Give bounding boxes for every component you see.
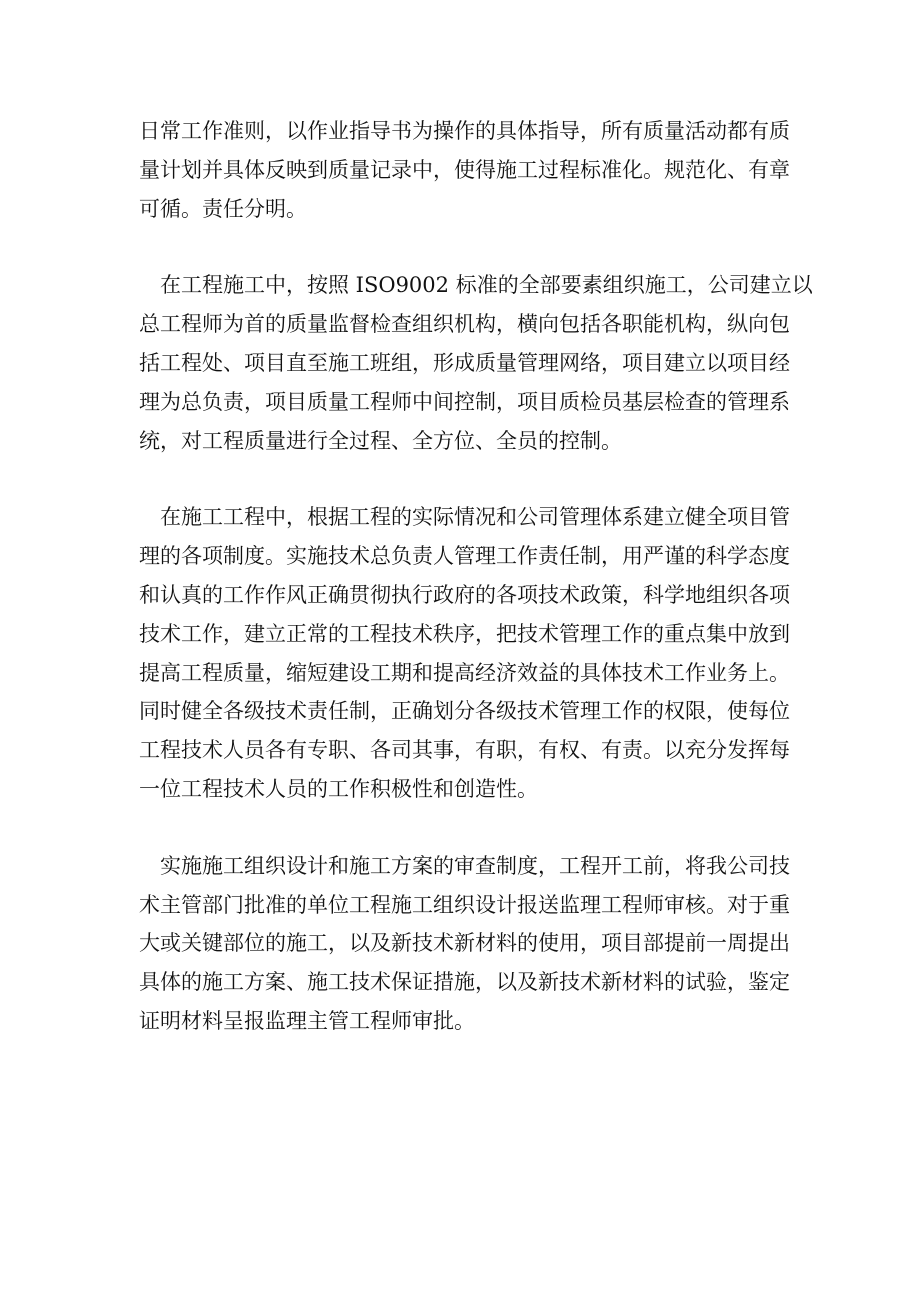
- paragraph-3-line-8: 一位工程技术人员的工作积极性和创造性。: [139, 776, 538, 801]
- paragraph-3-line-7: 工程技术人员各有专职、各司其事，有职，有权、有责。以充分发挥每: [139, 738, 790, 763]
- paragraph-4-line-3: 大或关键部位的施工，以及新技术新材料的使用，项目部提前一周提出: [139, 931, 790, 956]
- paragraph-4: [139, 847, 811, 1041]
- paragraph-2-line-4: 理为总负责，项目质量工程师中间控制，项目质检员基层检查的管理系: [139, 389, 790, 414]
- paragraph-4-line-5: 证明材料呈报监理主管工程师审批。: [139, 1008, 475, 1033]
- paragraph-2-line-1: 在工程施工中，按照 ISO9002 标准的全部要素组织施工，公司建立以: [160, 273, 813, 298]
- paragraph-1: [139, 112, 811, 228]
- paragraph-4-line-4: 具体的施工方案、施工技术保证措施，以及新技术新材料的试验，鉴定: [139, 970, 790, 995]
- paragraph-3-line-6: 同时健全各级技术责任制，正确划分各级技术管理工作的权限，使每位: [139, 699, 790, 724]
- document-body: [139, 112, 811, 1079]
- paragraph-4-line-2: 术主管部门批准的单位工程施工组织设计报送监理工程师审核。对于重: [139, 892, 790, 917]
- paragraph-2-line-5: 统，对工程质量进行全过程、全方位、全员的控制。: [139, 428, 622, 453]
- paragraph-1-line-2: 量计划并具体反映到质量记录中，使得施工过程标准化。规范化、有章: [139, 157, 790, 182]
- paragraph-2-line-3: 括工程处、项目直至施工班组，形成质量管理网络，项目建立以项目经: [139, 350, 790, 375]
- paragraph-3-line-1: 在施工工程中，根据工程的实际情况和公司管理体系建立健全项目管: [160, 505, 790, 530]
- paragraph-1-line-1: 日常工作准则，以作业指导书为操作的具体指导，所有质量活动都有质: [139, 119, 790, 143]
- paragraph-4-line-1: 实施施工组织设计和施工方案的审查制度，工程开工前，将我公司技: [160, 853, 790, 878]
- paragraph-2: [139, 266, 811, 460]
- paragraph-3-line-5: 提高工程质量，缩短建设工期和提高经济效益的具体技术工作业务上。: [139, 660, 790, 685]
- paragraph-1-line-3: 可循。责任分明。: [139, 196, 307, 221]
- paragraph-3: [139, 498, 811, 808]
- paragraph-3-line-4: 技术工作，建立正常的工程技术秩序，把技术管理工作的重点集中放到: [139, 621, 790, 646]
- paragraph-3-line-3: 和认真的工作作风正确贯彻执行政府的各项技术政策，科学地组织各项: [139, 582, 790, 607]
- paragraph-3-line-2: 理的各项制度。实施技术总负责人管理工作责任制，用严谨的科学态度: [139, 544, 790, 569]
- paragraph-2-line-2: 总工程师为首的质量监督检查组织机构，横向包括各职能机构，纵向包: [139, 312, 790, 337]
